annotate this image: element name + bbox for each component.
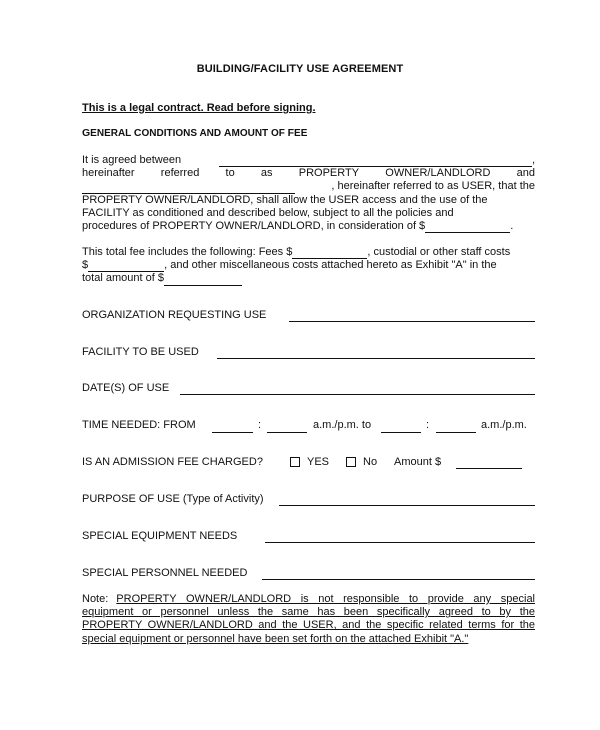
heading-f: F — [287, 127, 295, 139]
heading-ee: EE — [294, 128, 308, 139]
fee-paragraph — [82, 246, 535, 286]
staff-costs-blank[interactable] — [88, 261, 164, 272]
agreement-paragraph — [82, 154, 535, 233]
document-title: BUILDING/FACILITY USE AGREEMENT — [196, 63, 404, 75]
para1-l2-f: OWNER/LANDLORD — [385, 167, 491, 180]
to-colon: : — [426, 419, 430, 431]
para2-line1 — [82, 246, 535, 259]
para2-l1-text2: , custodial or other staff costs — [367, 245, 511, 258]
heading-mount: MOUNT OF — [231, 128, 288, 139]
note-line2 — [82, 606, 535, 619]
para1-line1 — [82, 154, 535, 167]
equipment-label: SPECIAL EQUIPMENT NEEDS — [82, 530, 238, 542]
para1-l1-comma: , — [531, 153, 535, 166]
amount-label: Amount $ — [394, 456, 442, 468]
note-l3-text: PROPERTY OWNER/LANDLORD and the USER, and the specific related terms for the — [82, 619, 535, 632]
note-l4-text: special equipment or personnel have been set forth on the attached Exhibit "A." — [82, 632, 469, 645]
yes-checkbox[interactable] — [290, 457, 300, 467]
legal-warning: This is a legal contract. Read before signing. — [82, 102, 316, 114]
para2-l3-text: total amount of $ — [82, 272, 164, 285]
purpose-label: PURPOSE OF USE (Type of Activity) — [82, 493, 264, 505]
para1-l2-e: PROPERTY — [298, 167, 360, 180]
para1-line6 — [82, 220, 535, 233]
facility-input-line[interactable] — [217, 358, 535, 359]
from-hour-input-line[interactable] — [212, 432, 253, 433]
note-line3 — [82, 619, 535, 632]
para1-line5 — [82, 207, 535, 220]
para1-l2-g: and — [516, 167, 535, 180]
note-prefix: Note: — [82, 592, 109, 605]
fees-amount-blank[interactable] — [292, 248, 367, 259]
heading-a: A — [223, 127, 232, 139]
heading-c: C — [133, 127, 142, 139]
note-block — [82, 593, 535, 646]
party-name-blank[interactable] — [219, 156, 532, 167]
yes-label: YES — [307, 456, 330, 468]
consideration-amount-blank[interactable] — [425, 222, 510, 233]
to-minute-input-line[interactable] — [436, 432, 476, 433]
admission-label: IS AN ADMISSION FEE CHARGED? — [82, 456, 263, 468]
organization-input-line[interactable] — [289, 321, 535, 322]
para2-line3 — [82, 272, 535, 285]
time-from-label: TIME NEEDED: FROM — [82, 419, 196, 431]
heading-onditions: ONDITIONS AND — [141, 128, 224, 139]
ampm-label: a.m./p.m. — [481, 419, 527, 431]
para1-l6-text: procedures of PROPERTY OWNER/LANDLORD, in consideration of $ — [82, 219, 426, 232]
to-hour-input-line[interactable] — [381, 432, 421, 433]
para1-line3 — [82, 180, 535, 193]
admission-amount-input-line[interactable] — [456, 468, 522, 469]
note-l1-text: PROPERTY OWNER/LANDLORD is not responsible to provide any special — [116, 592, 535, 605]
para1-line4 — [82, 194, 535, 207]
heading-eneral: ENERAL — [90, 128, 134, 139]
facility-label: FACILITY TO BE USED — [82, 346, 199, 358]
heading-g: G — [82, 127, 91, 139]
personnel-input-line[interactable] — [262, 579, 535, 580]
note-line4 — [82, 633, 535, 646]
from-colon: : — [258, 419, 262, 431]
ampm-to-label: a.m./p.m. to — [313, 419, 372, 431]
organization-label: ORGANIZATION REQUESTING USE — [82, 309, 267, 321]
dates-label: DATE(S) OF USE — [82, 382, 170, 394]
para1-l3-text: , hereinafter referred to as USER, that the — [331, 180, 535, 193]
para1-l2-d: as — [260, 167, 273, 180]
para1-l4-text: PROPERTY OWNER/LANDLORD, shall allow the USER access and the use of the — [82, 193, 488, 206]
para1-l2-c: to — [225, 167, 235, 180]
para2-l2-text: , and other miscellaneous costs attached hereto as Exhibit "A" in the — [164, 259, 497, 272]
para1-line2 — [82, 167, 535, 180]
para2-l2-dollar: $ — [82, 259, 89, 272]
para1-l5-text: FACILITY as conditioned and described below, subject to all the policies and — [82, 206, 454, 219]
note-line1 — [82, 593, 535, 606]
from-minute-input-line[interactable] — [267, 432, 307, 433]
para1-l1-text: It is agreed between — [82, 153, 182, 166]
section-heading — [82, 127, 307, 139]
equipment-input-line[interactable] — [265, 542, 535, 543]
user-name-blank[interactable] — [82, 183, 295, 194]
no-checkbox[interactable] — [346, 457, 356, 467]
total-amount-blank[interactable] — [164, 275, 242, 286]
personnel-label: SPECIAL PERSONNEL NEEDED — [82, 567, 248, 579]
para2-line2 — [82, 259, 535, 272]
para1-l6-period: . — [510, 219, 514, 232]
note-l2-text: equipment or personnel unless the same has been specifically agreed to by the — [82, 606, 535, 619]
para1-l2-a: hereinafter — [82, 167, 135, 180]
dates-input-line[interactable] — [180, 394, 535, 395]
purpose-input-line[interactable] — [279, 505, 535, 506]
para2-l1-text: This total fee includes the following: Fees $ — [82, 245, 293, 258]
no-label: No — [363, 456, 378, 468]
para1-l2-b: referred — [160, 167, 200, 180]
